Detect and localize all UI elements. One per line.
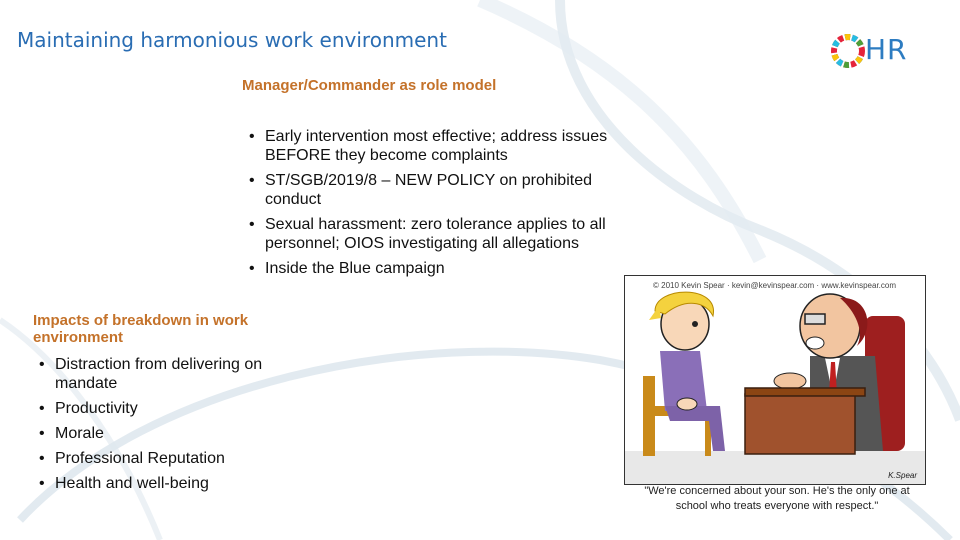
impacts-bullet-list	[33, 355, 273, 499]
slide-title: Maintaining harmonious work environment	[17, 28, 447, 52]
impacts-heading: Impacts of breakdown in work environment	[33, 312, 249, 346]
bullet-item: • Distraction from delivering on mandate	[33, 355, 273, 393]
bullet-item: • Inside the Blue campaign	[243, 259, 643, 278]
cartoon-signature: K.Spear	[888, 471, 917, 480]
cartoon-credit: © 2010 Kevin Spear · kevin@kevinspear.com · www.kevinspear.com	[653, 281, 897, 290]
bullet-item: • Health and well-being	[33, 474, 273, 493]
section-heading: Manager/Commander as role model	[242, 77, 497, 94]
cartoon-caption: "We're concerned about your son. He's the only one at school who treats everyone with respect."	[644, 485, 910, 512]
logo-text: HR	[865, 33, 908, 66]
bullet-item: • ST/SGB/2019/8 – NEW POLICY on prohibited conduct	[243, 171, 643, 209]
bullet-item: • Early intervention most effective; address issues BEFORE they become complaints	[243, 127, 643, 165]
cartoon-illustration	[625, 276, 925, 484]
bullet-item: • Morale	[33, 424, 273, 443]
bullet-item: • Sexual harassment: zero tolerance applies to all personnel; OIOS investigating all allegations	[243, 215, 643, 253]
bullet-item: • Professional Reputation	[33, 449, 273, 468]
cartoon-image	[624, 275, 926, 485]
bullet-item: • Productivity	[33, 399, 273, 418]
top-bullet-list	[243, 127, 643, 284]
